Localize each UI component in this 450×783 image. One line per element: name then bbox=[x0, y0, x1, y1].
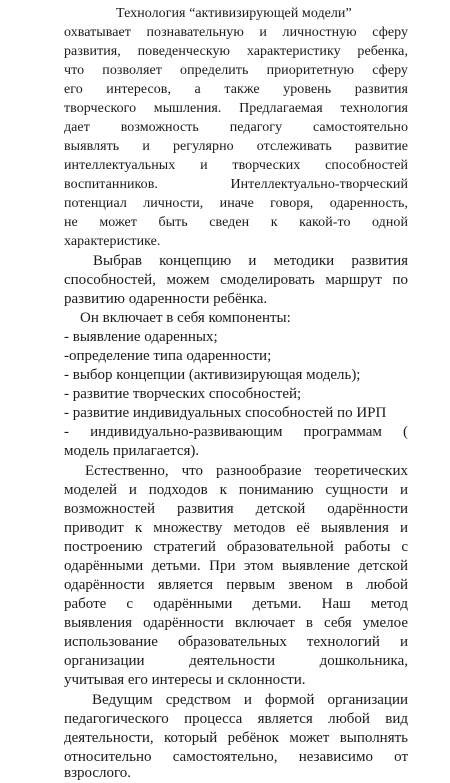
paragraph2-line-2: способностей, можем смоделировать маршрут по bbox=[64, 272, 408, 288]
paragraph1-line-3: развития, поведенческую характеристику ребенка, bbox=[64, 44, 408, 59]
list-item: - индивидуально-развивающим программам ( bbox=[64, 424, 408, 440]
list-item: -определение типа одаренности; bbox=[64, 348, 272, 364]
paragraph3-line-4: приводит к множеству методов её выявления и bbox=[64, 520, 408, 536]
paragraph1-line-13: характеристике. bbox=[64, 234, 161, 249]
paragraph1-line-12: не может быть сведен к какой-то одной bbox=[64, 215, 408, 230]
paragraph1-line-11: потенциал личности, иначе говоря, одаренность, bbox=[64, 196, 408, 211]
paragraph1-line-6: творческого мышления. Предлагаемая технология bbox=[64, 101, 408, 116]
list-item: - развитие творческих способностей; bbox=[64, 386, 302, 402]
paragraph2-line-3: развитию одаренности ребёнка. bbox=[64, 291, 268, 307]
paragraph3-line-2: моделей и подходов к пониманию сущности и bbox=[64, 482, 408, 498]
paragraph4-line-1: Ведущим средством и формой организации bbox=[92, 692, 408, 708]
paragraph3-line-11: организации деятельности дошкольника, bbox=[64, 653, 408, 669]
paragraph3-line-7: одарённости является первым звеном в любой bbox=[64, 577, 408, 593]
paragraph4-line-2: педагогического процесса является любой вид bbox=[64, 711, 408, 727]
paragraph1-line-1: Технология “активизирующей модели” bbox=[116, 6, 352, 21]
paragraph4-line-5: взрослого. bbox=[64, 765, 132, 781]
components-intro: Он включает в себя компоненты: bbox=[80, 310, 291, 326]
list-item: - развитие индивидуальных способностей по ИРП bbox=[64, 405, 387, 421]
paragraph3-line-6: одарёнными детьми. При этом выявление детской bbox=[64, 558, 408, 574]
paragraph3-line-9: выявления одарённости включает в себя умелое bbox=[64, 615, 408, 631]
paragraph3-line-10: использование образовательных технологий и bbox=[64, 634, 408, 650]
paragraph2-line-1: Выбрав концепцию и методики развития bbox=[93, 253, 408, 269]
list-item: - выявление одаренных; bbox=[64, 329, 218, 345]
paragraph1-line-9: интеллектуальных и творческих способностей bbox=[64, 158, 408, 173]
paragraph1-line-5: его интересов, а также уровень развития bbox=[64, 82, 408, 97]
paragraph1-line-7: дает возможность педагогу самостоятельно bbox=[64, 120, 408, 135]
paragraph3-line-1: Естественно, что разнообразие теоретических bbox=[85, 463, 408, 479]
paragraph3-line-8: работе с одарёнными детьми. Наш метод bbox=[64, 596, 408, 612]
paragraph1-line-2: охватывает познавательную и личностную сферу bbox=[64, 25, 408, 40]
paragraph1-line-10: воспитанников. Интеллектуально-творческий bbox=[64, 177, 408, 192]
paragraph3-line-3: возможностей развития детской одарённости bbox=[64, 501, 408, 517]
paragraph4-line-3: деятельности, который ребёнок может выполнять bbox=[64, 730, 408, 746]
list-item: модель прилагается). bbox=[64, 443, 200, 459]
paragraph1-line-8: выявлять и регулярно отслеживать развитие bbox=[64, 139, 408, 154]
list-item: - выбор концепции (активизирующая модель); bbox=[64, 367, 361, 383]
paragraph1-line-4: что позволяет определить приоритетную сферу bbox=[64, 63, 408, 78]
paragraph3-line-5: построению стратегий образовательной работы с bbox=[64, 539, 408, 555]
paragraph4-line-4: относительно самостоятельно, независимо от bbox=[64, 749, 408, 765]
paragraph3-line-12: учитывая его интересы и склонности. bbox=[64, 672, 306, 688]
